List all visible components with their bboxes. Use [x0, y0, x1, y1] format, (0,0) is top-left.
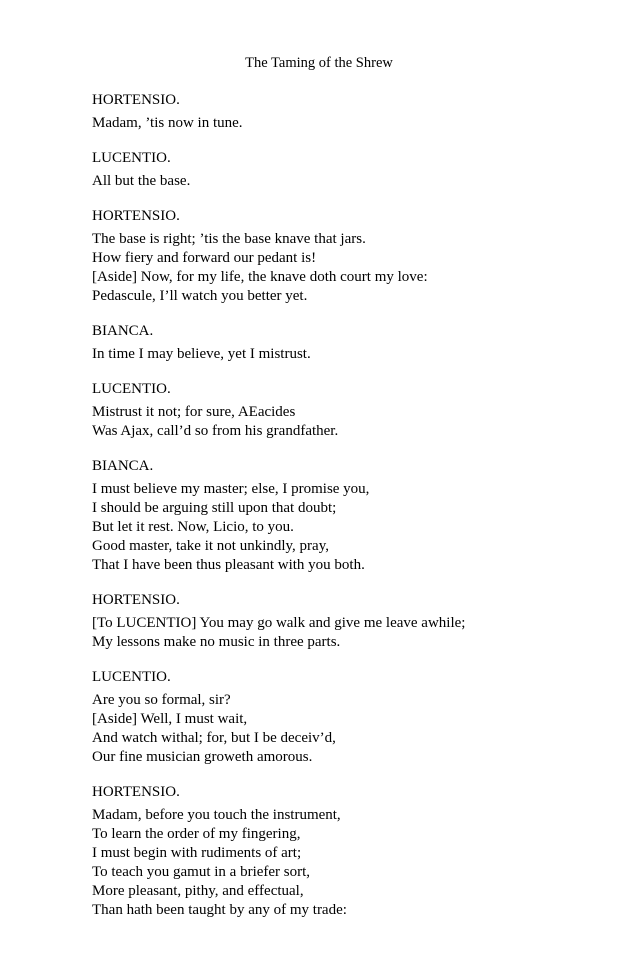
speech-block — [92, 591, 612, 652]
speaker-name: HORTENSIO. — [92, 208, 180, 224]
dialogue-line: But let it rest. Now, Licio, to you. — [92, 519, 294, 535]
speaker-name: BIANCA. — [92, 323, 154, 339]
speech-block — [92, 783, 612, 920]
dialogue-line: [Aside] Now, for my life, the knave doth court my love: — [92, 269, 428, 285]
speech-block — [92, 207, 612, 306]
dialogue-line: Madam, ’tis now in tune. — [92, 115, 243, 131]
speaker-name: HORTENSIO. — [92, 92, 180, 108]
dialogue-line: My lessons make no music in three parts. — [92, 634, 341, 650]
dialogue-line: Our fine musician groweth amorous. — [92, 749, 313, 765]
speaker-name: LUCENTIO. — [92, 381, 171, 397]
dialogue-line: To teach you gamut in a briefer sort, — [92, 864, 311, 880]
dialogue-line: To learn the order of my fingering, — [92, 826, 301, 842]
speech-block — [92, 380, 612, 441]
dialogue-line: Mistrust it not; for sure, AEacides — [92, 404, 296, 420]
dialogue-line: All but the base. — [92, 173, 191, 189]
speaker-name: HORTENSIO. — [92, 784, 180, 800]
dialogue-line: That I have been thus pleasant with you both. — [92, 557, 365, 573]
speech-block — [92, 91, 612, 133]
dialogue-line: In time I may believe, yet I mistrust. — [92, 346, 311, 362]
speaker-name: LUCENTIO. — [92, 669, 171, 685]
dialogue-line: Madam, before you touch the instrument, — [92, 807, 341, 823]
dialogue-line: Than hath been taught by any of my trade: — [92, 902, 347, 918]
dialogue-line: The base is right; ’tis the base knave that jars. — [92, 231, 366, 247]
dialogue-line: I must begin with rudiments of art; — [92, 845, 302, 861]
speech-block — [92, 668, 612, 767]
dialogue-line: Pedascule, I’ll watch you better yet. — [92, 288, 308, 304]
dialogue-line: How fiery and forward our pedant is! — [92, 250, 317, 266]
dialogue-line: [To LUCENTIO] You may go walk and give me leave awhile; — [92, 615, 466, 631]
dialogue-line: I must believe my master; else, I promise you, — [92, 481, 370, 497]
page-title: The Taming of the Shrew — [245, 55, 393, 71]
speech-block — [92, 457, 612, 575]
dialogue-line: Are you so formal, sir? — [92, 692, 231, 708]
dialogue-line: I should be arguing still upon that doubt; — [92, 500, 337, 516]
script-body — [92, 91, 612, 936]
speaker-name: BIANCA. — [92, 458, 154, 474]
speech-block — [92, 149, 612, 191]
dialogue-line: Was Ajax, call’d so from his grandfather. — [92, 423, 339, 439]
speech-block — [92, 322, 612, 364]
dialogue-line: Good master, take it not unkindly, pray, — [92, 538, 329, 554]
dialogue-line: [Aside] Well, I must wait, — [92, 711, 248, 727]
speaker-name: LUCENTIO. — [92, 150, 171, 166]
dialogue-line: More pleasant, pithy, and effectual, — [92, 883, 304, 899]
speaker-name: HORTENSIO. — [92, 592, 180, 608]
dialogue-line: And watch withal; for, but I be deceiv’d, — [92, 730, 336, 746]
